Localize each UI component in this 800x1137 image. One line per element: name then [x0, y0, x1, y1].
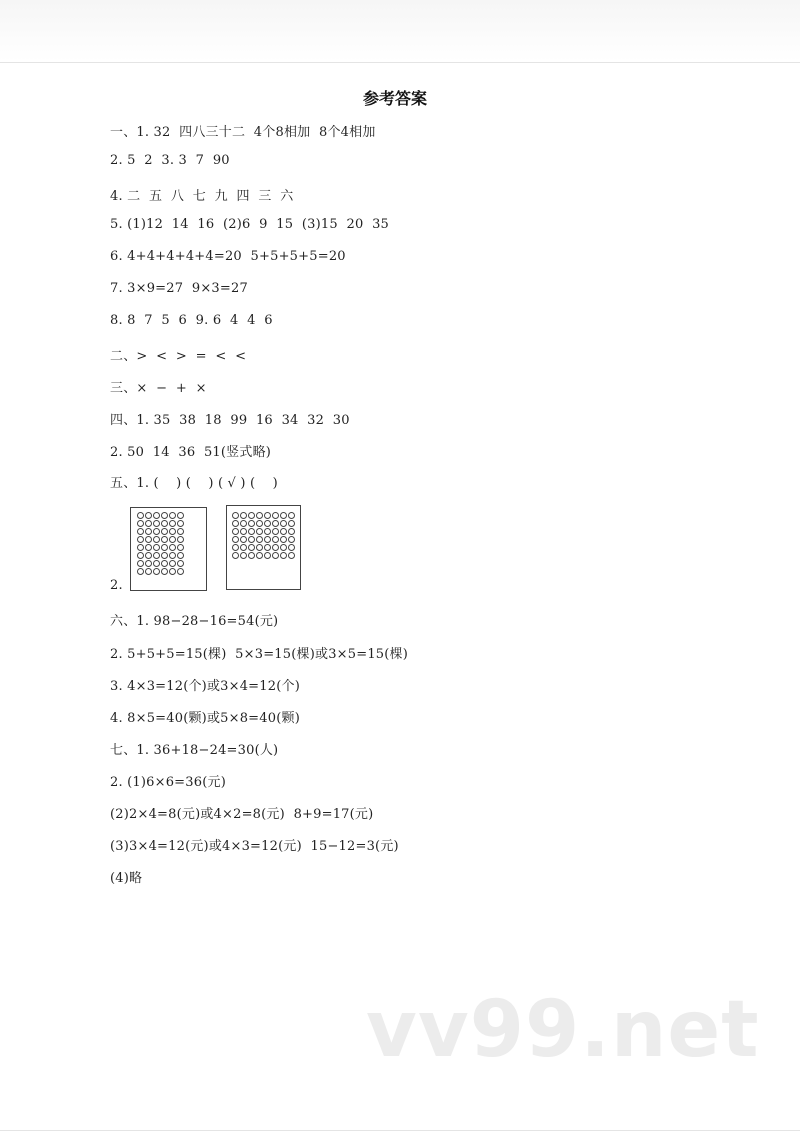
circle-dot: [161, 528, 168, 535]
circle-dot: [169, 536, 176, 543]
circle-dot: [256, 528, 263, 535]
circle-dot: [240, 544, 247, 551]
circle-dot: [248, 536, 255, 543]
circle-dot: [169, 560, 176, 567]
circle-dot: [177, 544, 184, 551]
page-top-edge: [0, 62, 800, 63]
circle-dot: [137, 520, 144, 527]
circle-dot: [232, 544, 239, 551]
circle-dot: [232, 552, 239, 559]
answer-line: 2. (1)6×6=36(元): [110, 775, 226, 790]
circle-dot: [248, 520, 255, 527]
circle-dot: [145, 512, 152, 519]
circle-dot: [161, 544, 168, 551]
answer-line: 二、> < > = < <: [110, 349, 247, 364]
circle-dot: [153, 552, 160, 559]
circle-dot: [280, 512, 287, 519]
circle-dot: [145, 552, 152, 559]
circle-dot: [288, 544, 295, 551]
answer-line: 七、1. 36+18−24=30(人): [110, 743, 279, 758]
circle-dot: [161, 512, 168, 519]
circle-dot: [240, 528, 247, 535]
circle-dot: [272, 536, 279, 543]
circle-dot: [153, 520, 160, 527]
circle-dot: [161, 560, 168, 567]
circle-dot: [145, 536, 152, 543]
watermark: vv99.net: [366, 985, 760, 1075]
dot-array-box-1: [130, 507, 207, 591]
page-top-shadow: [0, 0, 800, 62]
circle-dot: [161, 568, 168, 575]
answer-line: 7. 3×9=27 9×3=27: [110, 281, 248, 296]
circle-dot: [264, 520, 271, 527]
circle-dot: [177, 560, 184, 567]
circle-dot: [177, 512, 184, 519]
circle-dot: [177, 552, 184, 559]
circle-dot: [153, 536, 160, 543]
circle-dot: [145, 520, 152, 527]
circle-dot: [256, 552, 263, 559]
circle-dot: [264, 528, 271, 535]
circle-dot: [272, 512, 279, 519]
answer-line: 3. 4×3=12(个)或3×4=12(个): [110, 679, 300, 694]
answer-line: 4. 8×5=40(颗)或5×8=40(颗): [110, 711, 300, 726]
circle-dot: [280, 528, 287, 535]
circle-dot: [232, 520, 239, 527]
circle-dot: [256, 536, 263, 543]
circle-dot: [137, 512, 144, 519]
circle-dot: [272, 528, 279, 535]
circle-dot: [288, 536, 295, 543]
circle-dot: [232, 512, 239, 519]
circle-dot: [280, 552, 287, 559]
circle-dot: [288, 528, 295, 535]
circle-dot: [145, 560, 152, 567]
answer-line: 三、× − + ×: [110, 381, 207, 396]
circle-dot: [232, 536, 239, 543]
circle-dot: [169, 520, 176, 527]
circle-dot: [280, 536, 287, 543]
circle-dot: [232, 528, 239, 535]
circle-dot: [145, 568, 152, 575]
circle-dot: [145, 544, 152, 551]
circle-dot: [264, 552, 271, 559]
circle-dot: [137, 560, 144, 567]
circle-dot: [280, 544, 287, 551]
dot-array-box-2: [226, 505, 301, 590]
circle-dot: [280, 520, 287, 527]
circle-dot: [161, 536, 168, 543]
circle-dot: [264, 512, 271, 519]
answer-line: 6. 4+4+4+4+4=20 5+5+5+5=20: [110, 249, 346, 264]
circle-dot: [169, 552, 176, 559]
answer-line: 4. 二 五 八 七 九 四 三 六: [110, 189, 294, 204]
circle-dot: [288, 512, 295, 519]
circle-dot: [272, 552, 279, 559]
answer-line: 2. 5+5+5=15(棵) 5×3=15(棵)或3×5=15(棵): [110, 647, 409, 662]
circle-dot: [153, 512, 160, 519]
circle-dot: [161, 552, 168, 559]
circle-dot: [248, 512, 255, 519]
circle-dot: [248, 528, 255, 535]
dot-array-1: [137, 512, 184, 575]
circle-dot: [137, 536, 144, 543]
circle-dot: [240, 552, 247, 559]
answer-line: (4)略: [110, 871, 143, 886]
circle-dot: [177, 568, 184, 575]
circle-dot: [256, 512, 263, 519]
answer-line: 六、1. 98−28−16=54(元): [110, 614, 279, 629]
circle-dot: [161, 520, 168, 527]
circle-dot: [272, 544, 279, 551]
circle-dot: [272, 520, 279, 527]
circle-dot: [153, 568, 160, 575]
circle-dot: [153, 544, 160, 551]
circle-dot: [137, 568, 144, 575]
circle-dot: [288, 520, 295, 527]
circle-dot: [145, 528, 152, 535]
page-title: 参考答案: [362, 89, 427, 108]
circle-dot: [137, 528, 144, 535]
circle-dot: [177, 528, 184, 535]
circle-dot: [240, 512, 247, 519]
answer-line: 5. (1)12 14 16 (2)6 9 15 (3)15 20 35: [110, 217, 390, 232]
circle-dot: [137, 552, 144, 559]
circle-dot: [248, 544, 255, 551]
answer-line: 2. 5 2 3. 3 7 90: [110, 153, 230, 168]
circle-dot: [153, 528, 160, 535]
circle-dot: [264, 544, 271, 551]
answer-line: 2. 50 14 36 51(竖式略): [110, 445, 272, 460]
circle-dot: [177, 536, 184, 543]
circle-dot: [169, 544, 176, 551]
answer-line: 一、1. 32 四八三十二 4个8相加 8个4相加: [110, 125, 376, 140]
circle-dot: [256, 520, 263, 527]
answer-line: 五、1. ( ) ( ) ( √ ) ( ): [110, 476, 278, 491]
circle-dot: [169, 528, 176, 535]
page-bottom-edge: [0, 1130, 800, 1131]
circle-dot: [288, 552, 295, 559]
circle-dot: [256, 544, 263, 551]
dot-array-2: [232, 512, 295, 559]
circle-dot: [240, 520, 247, 527]
circle-dot: [137, 544, 144, 551]
circle-dot: [177, 520, 184, 527]
circle-dot: [169, 512, 176, 519]
circle-dot: [153, 560, 160, 567]
circle-dot: [169, 568, 176, 575]
answer-line: 四、1. 35 38 18 99 16 34 32 30: [110, 413, 350, 428]
circle-dot: [248, 552, 255, 559]
answer-line: 2.: [110, 578, 123, 593]
answer-line: (2)2×4=8(元)或4×2=8(元) 8+9=17(元): [110, 807, 374, 822]
circle-dot: [240, 536, 247, 543]
circle-dot: [264, 536, 271, 543]
answer-line: (3)3×4=12(元)或4×3=12(元) 15−12=3(元): [110, 839, 399, 854]
answer-line: 8. 8 7 5 6 9. 6 4 4 6: [110, 313, 273, 328]
